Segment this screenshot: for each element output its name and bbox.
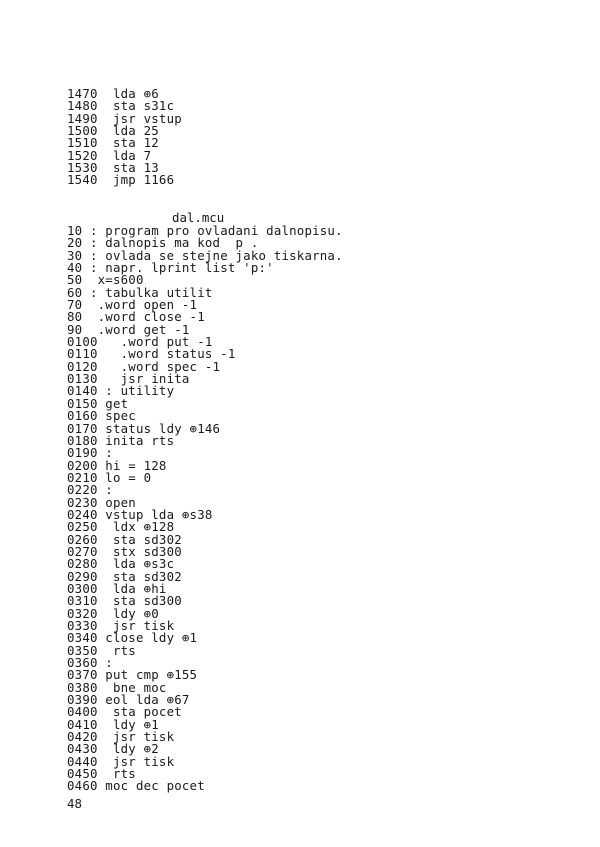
code-line: 0310 sta sd300 — [67, 593, 182, 609]
code-line: 0210 lo = 0 — [67, 469, 152, 485]
code-line: 60 : tabulka utilit — [67, 284, 213, 300]
code-line: 1530 sta 13 — [67, 160, 159, 176]
code-line: 1480 sta s31c — [67, 98, 175, 114]
code-line: 0300 lda ⊕hi — [67, 580, 167, 596]
code-line: 0340 close ldy ⊕1 — [67, 630, 198, 646]
code-line: 0190 : — [67, 445, 113, 461]
code-line: 0240 vstup lda ⊕s38 — [67, 506, 213, 522]
code-line: 0400 sta pocet — [67, 704, 182, 720]
page-number: 48 — [67, 796, 82, 811]
code-line: 0430 ldy ⊕2 — [67, 741, 159, 757]
code-line: 1490 jsr vstup — [67, 110, 182, 126]
code-line: 80 .word close -1 — [67, 309, 205, 325]
code-line: 1510 sta 12 — [67, 135, 159, 151]
code-line: 1540 jmp 1166 — [67, 172, 175, 188]
code-line: 90 .word get -1 — [67, 321, 190, 337]
code-line: 20 : dalnopis ma kod p . — [67, 235, 259, 251]
code-line: 0330 jsr tisk — [67, 618, 175, 633]
code-line: 0100 .word put -1 — [67, 334, 213, 350]
code-line: 0350 rts — [67, 642, 136, 658]
code-line: 10 : program pro ovladani dalnopisu. — [67, 223, 343, 238]
code-line: 0180 inita rts — [67, 432, 175, 448]
code-line: 0260 sta sd302 — [67, 531, 182, 547]
code-line: 0450 rts — [67, 766, 136, 782]
code-line: 0390 eol lda ⊕67 — [67, 692, 190, 708]
code-line: 50 x=s600 — [67, 272, 144, 288]
code-line: 0440 jsr tisk — [67, 753, 175, 769]
code-line: 0150 get — [67, 395, 129, 411]
code-line: 0220 : — [67, 482, 113, 498]
code-line: 0370 put cmp ⊕155 — [67, 667, 198, 683]
code-line: 0170 status ldy ⊕146 — [67, 420, 221, 436]
code-line: 40 : napr. lprint list 'p:' — [67, 260, 274, 276]
code-line: 0120 .word spec -1 — [67, 358, 221, 374]
code-line: 0110 .word status -1 — [67, 346, 236, 362]
code-line: 0460 moc dec pocet — [67, 778, 205, 794]
code-line: 30 : ovlada se stejne jako tiskarna. — [67, 247, 343, 263]
code-line: 0360 : — [67, 655, 113, 671]
code-line: 0200 hi = 128 — [67, 457, 167, 473]
code-line: 0230 open — [67, 494, 136, 510]
code-line: 0160 spec — [67, 408, 136, 424]
code-line: 70 .word open -1 — [67, 297, 198, 313]
top-code-listing — [67, 88, 182, 187]
file-title: dal.mcu — [172, 210, 225, 225]
code-line: 0280 lda ⊕s3c — [67, 556, 175, 572]
code-line: 1500 lda 25 — [67, 123, 159, 139]
code-line: 1520 lda 7 — [67, 147, 152, 163]
code-line: 0410 ldy ⊕1 — [67, 716, 159, 732]
code-line: 0290 sta sd302 — [67, 568, 182, 584]
code-line: 1470 lda ⊕6 — [67, 86, 159, 101]
program-listing — [67, 225, 343, 793]
code-line: 0320 ldy ⊕0 — [67, 605, 159, 621]
code-line: 0130 jsr inita — [67, 371, 190, 387]
code-line: 0420 jsr tisk — [67, 729, 175, 745]
code-line: 0140 : utility — [67, 383, 175, 399]
code-line: 0380 bne moc — [67, 679, 167, 695]
code-line: 0250 ldx ⊕128 — [67, 519, 175, 535]
code-line: 0270 stx sd300 — [67, 543, 182, 559]
